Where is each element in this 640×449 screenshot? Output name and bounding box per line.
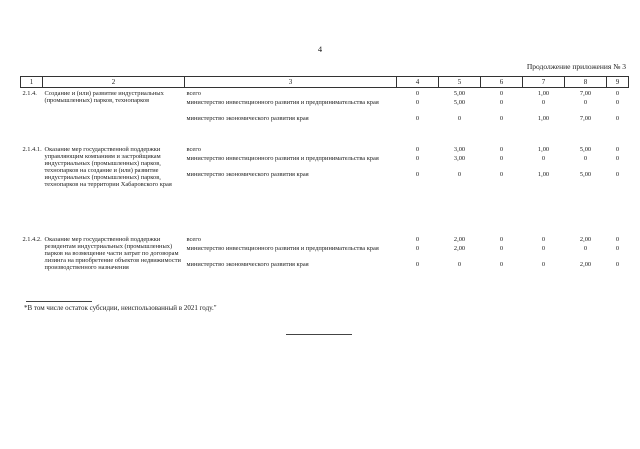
value-cell: 0 [583,245,588,252]
value-cell: 0 [415,99,420,106]
value-cell: 2,00 [579,236,592,243]
table-row [21,90,629,99]
activity-code: 2.1.4.1. [22,146,42,153]
value-cell: 0 [457,171,462,178]
value-cell: 0 [415,155,420,162]
end-rule [286,334,352,335]
value-cell: 0 [499,245,504,252]
value-cell: 1,00 [537,146,550,153]
value-cell: 1,00 [537,171,550,178]
executor: министерство экономического развития края [186,171,309,178]
value-cell: 0 [415,236,420,243]
group-spacer [21,227,629,236]
value-cell: 5,00 [579,171,592,178]
col-header: 7 [523,77,565,88]
value-cell: 0 [415,115,420,122]
group-spacer [21,137,629,146]
continuation-label: Продолжение приложения № 3 [526,62,626,71]
value-cell: 1,00 [537,90,550,97]
executor: министерство инвестиционного развития и предпринимательства края [186,245,379,252]
col-header: 8 [565,77,607,88]
value-cell: 0 [615,245,620,252]
value-cell: 0 [615,90,620,97]
value-cell: 0 [541,261,546,268]
value-cell: 2,00 [453,245,466,252]
value-cell: 0 [615,236,620,243]
col-header: 4 [397,77,439,88]
value-cell: 5,00 [453,90,466,97]
col-header: 6 [481,77,523,88]
value-cell: 0 [583,99,588,106]
activity-code: 2.1.4.2. [22,236,42,243]
executor: министерство экономического развития края [186,261,309,268]
value-cell: 0 [615,171,620,178]
table-row [21,236,629,245]
activity-name: Оказание мер государственной поддержки резидентам индустриальных (промышленных) парков на возмещение части затрат по договорам лизинга на приобретение объектов недвижимости производственного назначения [44,236,181,271]
value-cell: 0 [499,171,504,178]
value-cell: 0 [415,90,420,97]
value-cell: 2,00 [453,236,466,243]
value-cell: 0 [499,99,504,106]
value-cell: 0 [499,261,504,268]
executor: всего [186,90,201,97]
value-cell: 0 [499,146,504,153]
col-header: 2 [43,77,185,88]
footnote: *В том числе остаток субсидии, неиспользованный в 2021 году." [24,304,217,312]
value-cell: 0 [541,245,546,252]
executor: министерство инвестиционного развития и предпринимательства края [186,155,379,162]
value-cell: 3,00 [453,155,466,162]
value-cell: 0 [499,236,504,243]
value-cell: 0 [457,261,462,268]
value-cell: 0 [615,99,620,106]
value-cell: 3,00 [453,146,466,153]
value-cell: 0 [615,155,620,162]
value-cell: 0 [615,261,620,268]
value-cell: 1,00 [537,115,550,122]
value-cell: 0 [541,99,546,106]
appendix-table [20,76,629,315]
value-cell: 0 [415,261,420,268]
page-number: 4 [317,44,323,54]
executor: всего [186,236,201,243]
value-cell: 5,00 [579,146,592,153]
value-cell: 7,00 [579,90,592,97]
value-cell: 0 [541,155,546,162]
activity-code: 2.1.4. [22,90,37,97]
footnote-rule [26,301,92,302]
col-header: 9 [607,77,629,88]
executor: министерство инвестиционного развития и предпринимательства края [186,99,379,106]
executor: министерство экономического развития края [186,115,309,122]
col-header: 1 [21,77,43,88]
value-cell: 7,00 [579,115,592,122]
value-cell: 0 [499,155,504,162]
value-cell: 0 [499,115,504,122]
value-cell: 0 [583,155,588,162]
activity-name: Оказание мер государственной поддержки управляющим компаниям и застройщикам индустриальных (промышленных) парков, технопарков на создание и (или) развитие индустриальных (промышленных) парков, технопарков на территории Хабаровского края [44,146,172,188]
activity-name: Создание и (или) развитие индустриальных (промышленных) парков, технопарков [44,90,164,104]
value-cell: 0 [457,115,462,122]
col-header: 5 [439,77,481,88]
value-cell: 0 [615,115,620,122]
value-cell: 0 [615,146,620,153]
column-number-header [21,77,629,88]
value-cell: 0 [415,171,420,178]
col-header: 3 [185,77,397,88]
value-cell: 5,00 [453,99,466,106]
value-cell: 0 [499,90,504,97]
value-cell: 0 [415,245,420,252]
value-cell: 0 [541,236,546,243]
executor: всего [186,146,201,153]
table-row [21,146,629,155]
value-cell: 2,00 [579,261,592,268]
value-cell: 0 [415,146,420,153]
